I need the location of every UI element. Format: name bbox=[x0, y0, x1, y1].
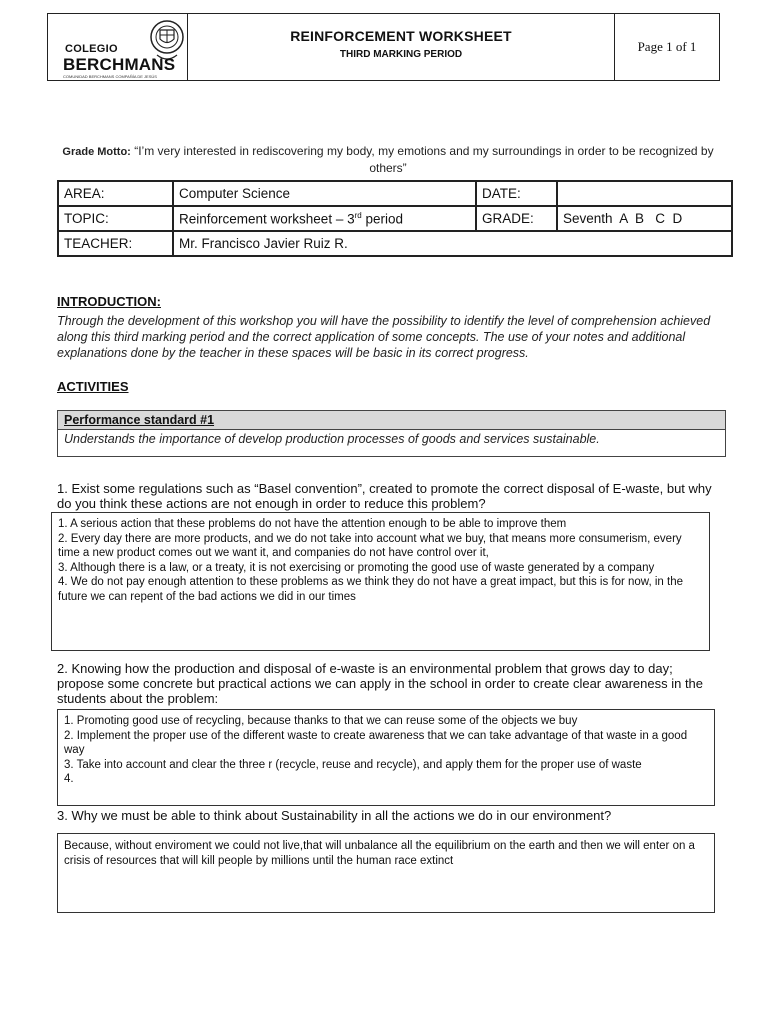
table-row bbox=[58, 206, 732, 231]
answer-box-3[interactable] bbox=[57, 833, 715, 913]
grade-motto bbox=[58, 143, 718, 176]
grade-label: GRADE: bbox=[476, 206, 557, 231]
teacher-label: TEACHER: bbox=[58, 231, 173, 256]
page-number: Page 1 of 1 bbox=[637, 39, 697, 54]
question-2: 2. Knowing how the production and disposal of e-waste is an environmental problem that grows day to day; propose some concrete but practical actions we can apply in the school in order to create clear awareness in the students about the problem: bbox=[57, 661, 704, 706]
introduction-heading: INTRODUCTION: bbox=[57, 294, 161, 309]
topic-value-suffix: period bbox=[361, 211, 403, 227]
page-number-cell bbox=[615, 14, 719, 80]
topic-value-prefix: Reinforcement worksheet – 3 bbox=[179, 211, 355, 227]
answer-line: Because, without enviroment we could not live,that will unbalance all the equilibrium on the earth and then we will enter on a crisis of resources that will kill people by millions until the human race extinct bbox=[64, 840, 695, 867]
performance-standard-title-row bbox=[58, 411, 725, 430]
answer-line: 3. Take into account and clear the three r (recycle, reuse and recycle), and apply them for the proper use of waste bbox=[64, 758, 642, 771]
area-value: Computer Science bbox=[173, 181, 476, 206]
school-logo bbox=[48, 14, 188, 80]
grade-value: Seventh A B C D bbox=[557, 206, 732, 231]
date-label: DATE: bbox=[476, 181, 557, 206]
answer-line: 1. A serious action that these problems do not have the attention enough to be able to improve them bbox=[58, 518, 567, 530]
introduction-text: Through the development of this workshop you will have the possibility to identify the level of comprehension achieved along this third marking period and the correct application of some concepts. The use of your notes and additional explanations done by the teacher in these spaces will be basic in its correct progress. bbox=[57, 314, 711, 360]
answer-line: 2. Every day there are more products, and we do not take into account what we buy, that means more consumerism, every time a new product comes out we want it, and companies do not have control over it, bbox=[58, 532, 682, 559]
logo-line1: COLEGIO bbox=[65, 43, 118, 55]
answer-line: 4. We do not pay enough attention to these problems as we think they do not have a great impact, but this is for now, in the future we can repent of the bad actions we did in our times bbox=[58, 576, 684, 603]
activities-heading: ACTIVITIES bbox=[57, 379, 129, 394]
worksheet-subtitle: THIRD MARKING PERIOD bbox=[339, 49, 463, 60]
answer-line: 4. bbox=[64, 773, 74, 785]
motto-text: “I’m very interested in rediscovering my body, my emotions and my surroundings in order to be recognized by others” bbox=[134, 144, 714, 175]
topic-value bbox=[173, 206, 476, 231]
logo-line2: BERCHMANS bbox=[63, 55, 176, 74]
question-3: 3. Why we must be able to think about Sustainability in all the actions we do in our environment? bbox=[57, 808, 612, 823]
performance-standard-title: Performance standard #1 bbox=[64, 413, 215, 427]
answer-line: 3. Although there is a law, or a treaty, it is not exercising or promoting the good use of waste generated by a company bbox=[58, 561, 655, 574]
area-label: AREA: bbox=[58, 181, 173, 206]
question-1: 1. Exist some regulations such as “Basel convention”, created to promote the correct disposal of E-waste, but why do you think these actions are not enough in order to reduce this problem? bbox=[57, 481, 712, 511]
performance-standard-box bbox=[57, 410, 726, 457]
answer-line: 1. Promoting good use of recycling, because thanks to that we can reuse some of the objects we buy bbox=[64, 715, 578, 727]
performance-standard-text: Understands the importance of develop production processes of goods and services sustainable. bbox=[64, 432, 600, 446]
teacher-value: Mr. Francisco Javier Ruiz R. bbox=[173, 231, 732, 256]
header-title-cell bbox=[188, 14, 615, 80]
document-header bbox=[47, 13, 720, 81]
date-value[interactable] bbox=[557, 181, 732, 206]
info-table bbox=[57, 180, 733, 257]
table-row bbox=[58, 231, 732, 256]
answer-line: 2. Implement the proper use of the different waste to create awareness that we can take advantage of that waste in a good way bbox=[64, 729, 688, 756]
motto-label: Grade Motto: bbox=[62, 146, 131, 158]
logo-tagline: COMUNIDAD BERCHMANS COMPAÑÍA DE JESÚS bbox=[63, 74, 157, 79]
answer-box-2[interactable] bbox=[57, 709, 715, 806]
worksheet-title: REINFORCEMENT WORKSHEET bbox=[290, 28, 512, 44]
answer-box-1[interactable] bbox=[51, 512, 710, 651]
topic-label: TOPIC: bbox=[58, 206, 173, 231]
topic-value-sup: rd bbox=[354, 210, 362, 220]
table-row bbox=[58, 181, 732, 206]
